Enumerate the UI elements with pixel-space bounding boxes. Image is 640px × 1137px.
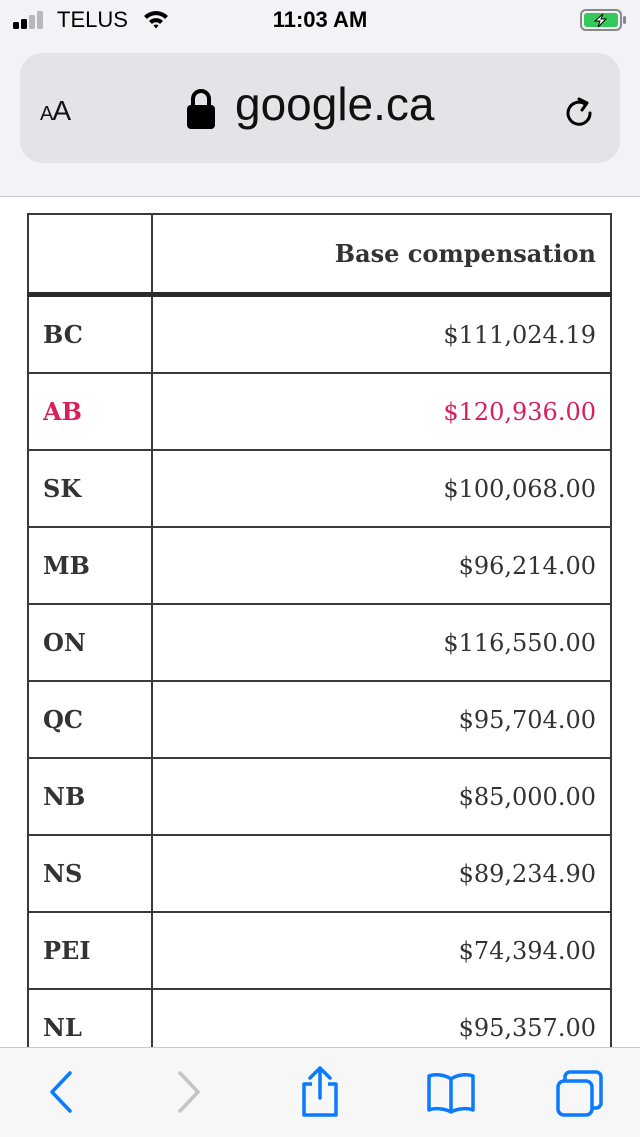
compensation-cell: $89,234.90 [152,835,611,912]
table-row [28,450,611,527]
address-field[interactable] [20,53,620,163]
battery-charging-icon [580,9,628,31]
back-icon[interactable] [44,1070,78,1114]
browser-top-bar [0,40,640,197]
table-row [28,912,611,989]
table-row [28,681,611,758]
compensation-cell: $100,068.00 [152,450,611,527]
province-cell: NS [28,835,152,912]
clock: 11:03 AM [272,7,368,32]
reload-icon[interactable] [560,94,598,132]
share-icon[interactable] [298,1066,342,1118]
browser-toolbar [0,1047,640,1137]
text-size-small-label: A [40,103,53,125]
province-cell: ON [28,604,152,681]
province-cell: BC [28,295,152,374]
compensation-cell: $120,936.00 [152,373,611,450]
lock-icon [186,88,216,130]
province-cell: SK [28,450,152,527]
url-domain: google.ca [235,78,435,130]
text-size-button[interactable] [40,95,70,127]
forward-icon[interactable] [172,1070,206,1114]
table-row [28,835,611,912]
table-row-highlighted [28,373,611,450]
table-row [28,295,611,374]
compensation-cell: $85,000.00 [152,758,611,835]
compensation-cell: $95,357.00 [152,989,611,1047]
compensation-cell: $116,550.00 [152,604,611,681]
compensation-cell: $111,024.19 [152,295,611,374]
compensation-cell: $95,704.00 [152,681,611,758]
province-cell: AB [28,373,152,450]
bookmarks-icon[interactable] [426,1072,476,1114]
carrier-name: TELUS [57,7,128,32]
province-cell: QC [28,681,152,758]
tabs-icon[interactable] [555,1070,605,1118]
status-bar [0,0,640,40]
text-size-large-label: A [52,95,71,126]
province-cell: PEI [28,912,152,989]
compensation-cell: $96,214.00 [152,527,611,604]
table-row [28,989,611,1047]
table-header-cell [28,214,152,295]
province-cell: NB [28,758,152,835]
table-header-row [28,214,611,295]
compensation-cell: $74,394.00 [152,912,611,989]
table-row [28,604,611,681]
province-cell: NL [28,989,152,1047]
table-row [28,758,611,835]
table-header-cell: Base compensation [152,214,611,295]
compensation-table [27,213,612,1047]
web-content [0,197,640,1047]
table-row [28,527,611,604]
province-cell: MB [28,527,152,604]
